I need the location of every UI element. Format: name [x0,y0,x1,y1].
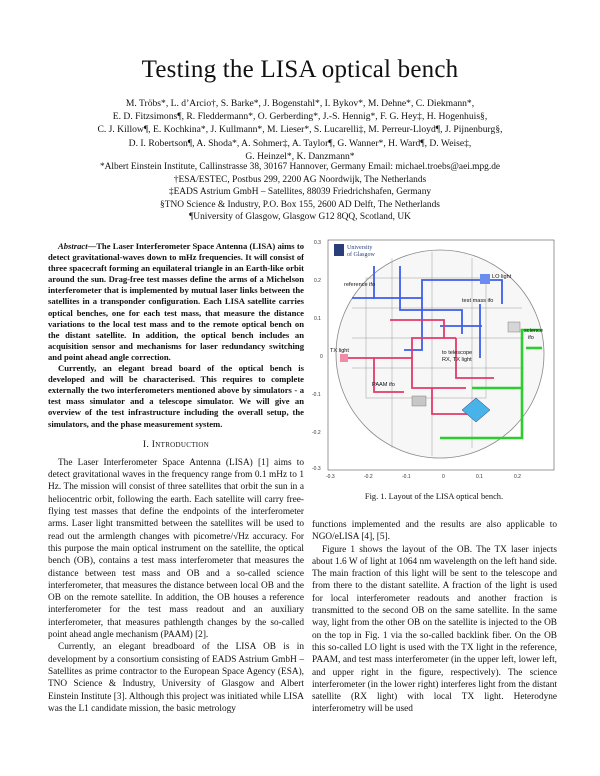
y-tick-label: 0.3 [314,240,321,246]
body-paragraph: functions implemented and the results are also applicable to NGO/eLISA [4], [5]. [312,520,557,543]
intro-paragraph: Currently, an elegant breadboard of the LISA OB is in development by a consortium consisting of EADS Astrium GmbH – Satellites as prime contractor to the European Space Agency (ESA), TNO Science & Industry, University of Glasgow and Albert Einstein Institute [3]. Although this project was initiated while LISA was the L1 candidate mission, the basic metrology [48,642,304,714]
label-science-ifo: science [524,328,543,334]
author-line: E. D. Fitzsimons¶, R. Fleddermann*, O. Gerberding*, J.-S. Hennig*, F. G. Hey‡, H. Hogenhuis§, [112,111,488,123]
y-tick-label: 0.2 [314,278,321,284]
logo-text-line: University [347,245,373,251]
affiliation-line: *Albert Einstein Institute, Callinstrasse 38, 30167 Hannover, Germany Email: michael.troebs@aei.mpg.de [99,162,501,172]
x-tick-label: -0.2 [364,474,373,480]
y-tick-label: -0.3 [312,466,321,472]
x-tick-label: -0.3 [326,474,335,480]
affiliation-line: ‡EADS Astrium GmbH – Satellites, 88039 Friedrichshafen, Germany [168,187,432,198]
optical-bench-figure [312,238,556,488]
abstract-lead: Abstract [58,241,88,251]
label-to-telescope: to telescope [442,350,473,356]
author-line: M. Tröbs*, L. d’Arcio†, S. Barke*, J. Bogenstahl*, I. Bykov*, M. Dehne*, C. Diekmann*, [125,98,475,109]
affiliation-line: §TNO Science & Industry, P.O. Box 155, 2600 AD Delft, The Netherlands [160,199,440,210]
left-column [48,241,304,715]
y-tick-label: -0.2 [312,430,321,436]
affiliation-line: †ESA/ESTEC, Postbus 299, 2200 AG Noordwijk, The Netherlands [173,174,427,185]
affiliation-line: ¶University of Glasgow, Glasgow G12 8QQ, Scotland, UK [189,212,411,223]
logo-shield [334,244,344,256]
author-line: C. J. Killow¶, E. Kochkina*, J. Kullmann*, M. Lieser*, S. Lucarelli‡, M. Perreur-Lloyd¶, J. Pijnenburg§, [97,124,503,136]
y-tick-label: -0.1 [312,392,321,398]
label-tx-light: TX light [330,348,349,354]
x-tick-label: 0 [442,474,445,480]
x-tick-label: -0.1 [402,474,411,480]
intro-body [48,457,304,715]
figure-caption: Fig. 1. Layout of the LISA optical bench. [364,492,504,501]
y-tick-label: 0 [320,354,323,360]
label-lo-light: LO light [492,274,512,280]
section-heading: I. Introduction [142,438,210,450]
x-tick-label: 0.2 [514,474,521,480]
author-line: D. I. Robertson¶, A. Shoda*, A. Sohmer‡, A. Taylor¶, G. Wanner*, H. Ward¶, D. Weise‡, [128,137,472,149]
glasgow-logo [334,244,375,258]
abstract-text: —The Laser Interferometer Space Antenna (LISA) aims to detect gravitational-waves down to mHz frequencies. It will consist of three spacecraft forming an equilateral triangle in an Earth-like orbit around the sun. Drag-free test masses define the arms of a Michelson interferometer that is implemented by mutual laser links between the satellites in a transponder configuration. Each LISA satellite carries optical benches, one for each test mass, that measure the distance variations to the local test mass and to the remote optical bench on the distant satellite. In addition, the optical bench includes an acquisition sensor and mechanisms for laser redundancy switching and point ahead angle correction. [48,241,304,362]
body-paragraph: Figure 1 shows the layout of the OB. The TX laser injects about 1.6 W of light at 1064 nm wavelength on the left hand side. The main fraction of this light will be sent to the telescope and from there to the distant satellite. A fraction of the light is used for local interferometer readouts and another fraction is transmitted to the second OB on the same satellite. In the same way, light from the other OB on the satellite is injected to the OB on the top in Fig. 1 via the so-called backlink fiber. On the OB this so-called LO light is used with the TX light in the reference, PAAM, and test mass interferometer (in the upper left, lower left, and upper right in the figure, respectively). The science interferometer (in the lower right) interferes light from the distant satellite (RX light) with local TX light. Heterodyne interferometry will be used [312,544,557,715]
intro-paragraph: The Laser Interferometer Space Antenna (LISA) [1] aims to detect gravitational waves in the frequency range from 0.1 mHz to 1 Hz. The mission will consist of three satellites that orbit the sun in a heliocentric orbit, following the earth. Each satellite will carry free-flying test masses that define the endpoints of the interferometer arms. Laser light transmitted between the satellites will be used to read out the armlength changes with picometre/√Hz accuracy. For this purpose the main optical instrument on the satellite, the optical bench (OB), contains a test mass interferometer that measures the distance between test mass and OB and a so-called science interferometer, that measures the distance between local OB and the OB on the remote satellite. In addition, the OB houses a reference interferometer for the test mass readout and an auxiliary interferometer, that measures pathlength changes by the so-called point ahead angle mechanism (PAAM) [2]. [48,457,304,641]
label-paam-ifo: PAAM ifo [372,382,395,388]
logo-text-line: of Glasgow [347,252,375,258]
label-test-mass-ifo: test mass ifo [462,298,494,304]
author-line: G. Heinzel*, K. Danzmann* [245,150,355,162]
affiliation-list [40,161,560,224]
x-tick-label: 0.1 [476,474,483,480]
x-axis-ticks [326,474,521,480]
paper-title: Testing the LISA optical bench [141,56,459,83]
abstract [48,241,304,430]
label-science-ifo: ifo [528,335,534,341]
y-axis-ticks [312,240,323,472]
abstract-paragraph: Currently, an elegant bread board of the optical bench is developed and will be characterised. This requires to complete externally the two interferometers mentioned above by simulators - a test mass simulator and a telescope simulator. We will give an overview of the test infrastructure including the overall setup, the simulators, and the phase measurement system. [48,363,304,429]
label-reference-ifo: reference ifo [344,282,376,288]
abstract-paragraph [48,241,304,363]
right-column [312,519,557,716]
author-list [40,97,560,163]
y-tick-label: 0.1 [314,316,321,322]
label-rx-tx-light: RX, TX light [442,357,472,363]
